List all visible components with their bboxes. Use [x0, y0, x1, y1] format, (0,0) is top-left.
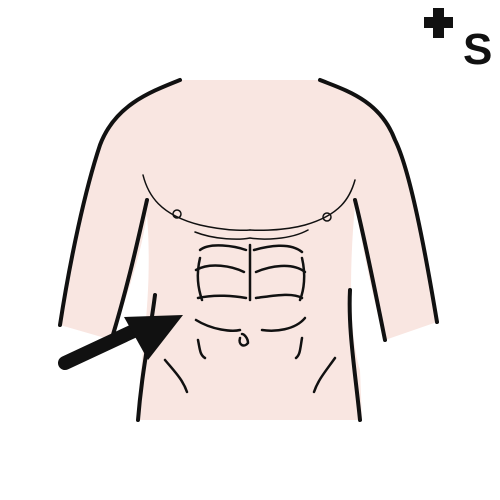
logo-plus-horizontal — [424, 17, 453, 28]
plus-s-logo-icon — [424, 8, 492, 74]
logo-letter: S — [463, 25, 493, 74]
torso-body — [60, 80, 437, 420]
